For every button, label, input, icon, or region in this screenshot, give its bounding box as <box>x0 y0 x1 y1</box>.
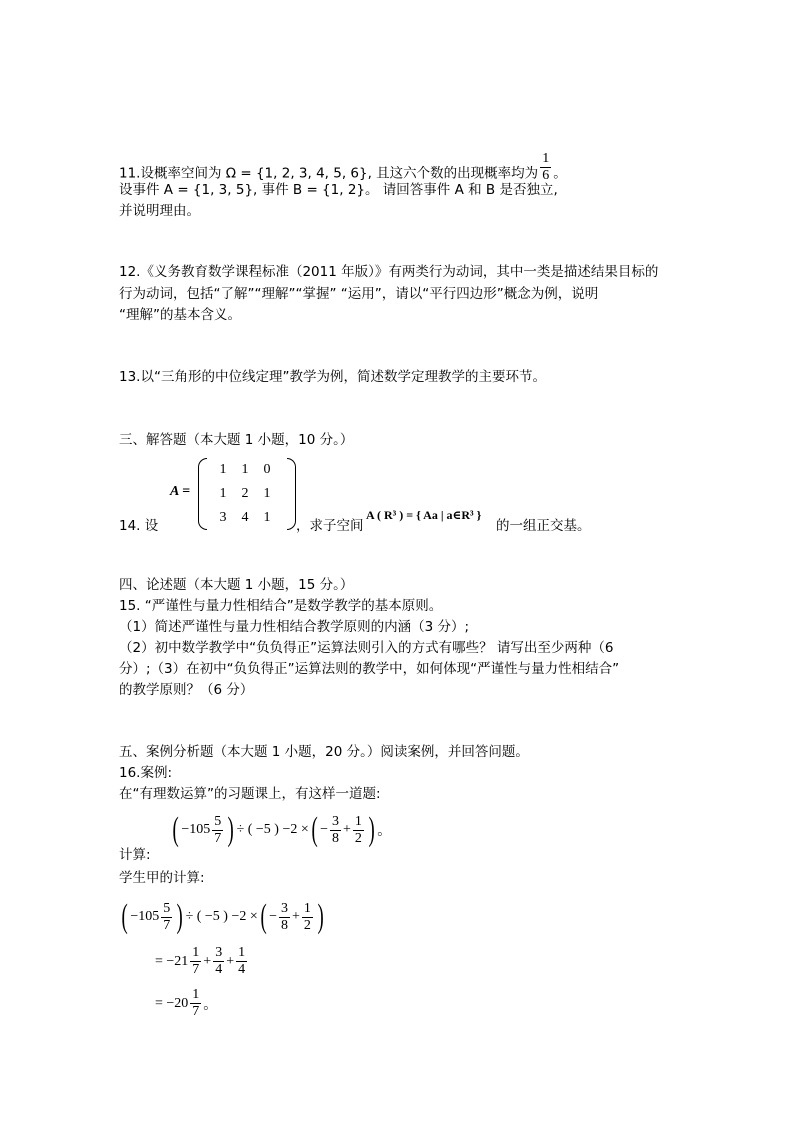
calc-label: 计算: <box>119 847 151 863</box>
subspace-expression: A ( R³ ) = { Aa | a∈R³ } <box>366 508 482 522</box>
q14-prefix: 14. 设 <box>119 518 159 534</box>
q11-line-3: 并说明理由。 <box>119 203 200 219</box>
student-expression: ( −105 $\frac{5}{7}$ ) ÷ ( −5 ) −2 × ( − $\frac{3}{8}$ + $\frac{1}{2}$ ) <box>121 898 324 935</box>
matrix-a <box>198 458 296 530</box>
q11-line-1: 11.设概率空间为 Ω = {1, 2, 3, 4, 5, 6}, 且这六个数的出现概率均为 $\frac{1}{6}$ 。 <box>119 151 567 183</box>
q12-line-3: “理解”的基本含义。 <box>119 307 241 323</box>
q14-suffix: 的一组正交基。 <box>496 518 591 534</box>
student-step-2: = −20 $\frac{1}{7}$ 。 <box>155 987 218 1019</box>
q13-line-1: 13.以“三角形的中位线定理”教学为例，简述数学定理教学的主要环节。 <box>119 369 546 385</box>
matrix-label: A = <box>170 484 191 499</box>
q12-line-2: 行为动词，包括“了解”“理解”“掌握” “运用”，请以“平行四边形”概念为例，说明 <box>119 286 599 302</box>
q12-line-1: 12.《义务教育数学课程标准（2011 年版）》有两类行为动词，其中一类是描述结果目标的 <box>119 264 659 280</box>
q16-line-2: 在“有理数运算”的习题课上，有这样一道题: <box>119 786 381 802</box>
section-4-heading: 四、论述题（本大题 1 小题，15 分。） <box>119 577 354 593</box>
section-5-heading: 五、案例分析题（本大题 1 小题，20 分。）阅读案例，并回答问题。 <box>119 744 529 760</box>
left-paren <box>198 458 207 530</box>
q16-line-1: 16.案例: <box>119 765 173 781</box>
student-label: 学生甲的计算: <box>119 870 205 886</box>
q15-line-2: （1）简述严谨性与量力性相结合教学原则的内涵（3 分）; <box>119 619 470 635</box>
problem-expression: ( −105 $\frac{5}{7}$ ) ÷ ( −5 ) −2 × ( − $\frac{3}{8}$ + $\frac{1}{2}$ ) 。 <box>172 811 392 848</box>
q11-line-2: 设事件 A = {1, 3, 5}, 事件 B = {1, 2}。 请回答事件 A 和 B 是否独立, <box>119 182 558 198</box>
right-paren <box>287 458 296 530</box>
q14-middle: ，求子空间 <box>296 518 364 534</box>
section-3-heading: 三、解答题（本大题 1 小题，10 分。） <box>119 432 354 448</box>
q15-line-4: 分）;（3）在初中“负负得正”运算法则的教学中，如何体现“严谨性与量力性相结合” <box>119 661 620 677</box>
q15-line-1: 15. “严谨性与量力性相结合”是数学教学的基本原则。 <box>119 598 443 614</box>
student-step-1: = −21 $\frac{1}{7}$ + $\frac{3}{4}$ + $\frac{1}{4}$ <box>155 945 246 977</box>
matrix-table: 1 1 0 1 2 1 3 4 1 <box>219 462 271 525</box>
probability-fraction: $\frac{1}{6}$ <box>542 151 550 183</box>
q11-text: 11.设概率空间为 Ω = {1, 2, 3, 4, 5, 6}, 且这六个数的出现概率均为 <box>119 165 539 182</box>
q15-line-3: （2）初中数学教学中“负负得正”运算法则引入的方式有哪些？ 请写出至少两种（6 <box>119 640 614 656</box>
q15-line-5: 的教学原则？（6 分） <box>119 682 254 698</box>
